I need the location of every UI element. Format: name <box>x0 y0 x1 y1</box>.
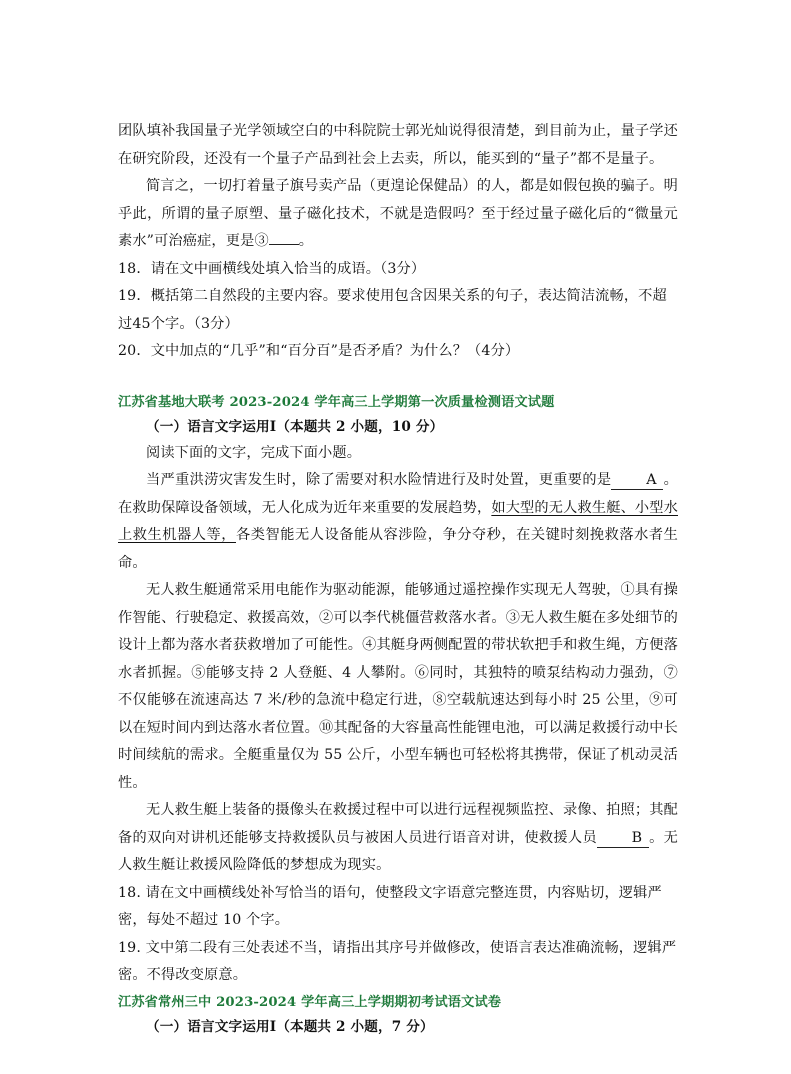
question-18-b: 18. 请在文中画横线处补写恰当的语句，使整段文字语意完整连贯，内容贴切，逻辑严密，每处不超过 10 个字。 <box>118 884 662 928</box>
paragraph-quantum-2 <box>118 173 678 256</box>
paragraph-quantum-1: 团队填补我国量子光学领域空白的中科院院士郭光灿说得很清楚，到目前为止，量子学还在研究阶段，还没有一个量子产品到社会上去卖，所以，能买到的“量子”都不是量子。 <box>118 123 678 167</box>
paragraph-text: 。 <box>298 233 314 249</box>
paragraph-text: 。在救助保障设备领域，无人化成为近年来重要的发展趋势， <box>118 472 678 516</box>
paragraph-text: 简言之，一切打着量子旗号卖产品（更遑论保健品）的人，都是如假包换的骗子。明乎此，所谓的量子原塑、量子磁化技术，不就是造假吗？至于经过量子磁化后的“微量元素水”可治癌症，更是③ <box>118 178 678 249</box>
section-gap <box>118 366 678 392</box>
paragraph-flood-3 <box>118 797 678 880</box>
underlined-phrase: 如大型的无人救生艇、小型水上救生机器人等， <box>118 499 678 543</box>
paragraph-text: 无人救生艇上装备的摄像头在救援过程中可以进行远程视频监控、录像、拍照；其配备的双向对讲机还能够支持救援队员与被困人员进行语音对讲，使救援人员 <box>118 802 678 846</box>
question-19: 19．概括第二自然段的主要内容。要求使用包含因果关系的句子，表达简洁流畅，不超过45个字。（3分） <box>118 288 667 332</box>
section-subtitle-changzhou: （一）语言文字运用Ⅰ（本题共 2 小题，7 分） <box>146 1018 434 1035</box>
answer-blank-3 <box>269 244 299 245</box>
paragraph-text: 当严重洪涝灾害发生时，除了需要对积水险情进行及时处置，更重要的是 <box>146 472 612 488</box>
document-content <box>118 118 678 1040</box>
paragraph-flood-1 <box>118 467 678 577</box>
section-title-jiangsu-jidi: 江苏省基地大联考 2023-2024 学年高三上学期第一次质量检测语文试题 <box>118 394 555 410</box>
section-title-changzhou: 江苏省常州三中 2023-2024 学年高三上学期期初考试语文试卷 <box>118 994 502 1010</box>
question-18: 18．请在文中画横线处填入恰当的成语。（3分） <box>118 260 426 277</box>
question-20: 20．文中加点的“几乎”和“百分百”是否矛盾？为什么？（4分） <box>118 343 520 359</box>
reading-instruction: 阅读下面的文字，完成下面小题。 <box>146 444 362 461</box>
answer-blank-a: A <box>611 471 663 490</box>
paragraph-text: 各类智能无人设备能从容涉险，争分夺秒，在关键时刻挽救落水者生命。 <box>118 527 678 571</box>
paragraph-text: 。无人救生艇让救援风险降低的梦想成为现实。 <box>118 829 678 873</box>
paragraph-flood-2: 无人救生艇通常采用电能作为驱动能源，能够通过遥控操作实现无人驾驶，①具有操作智能、行驶稳定、救援高效，②可以李代桃僵营救落水者。③无人救生艇在多处细节的设计上都为落水者获救增加了可能性。④其艇身两侧配置的带状软把手和救生绳，方便落水者抓握。⑤能够支持 2 人登艇、4 人攀附。⑥同时，其独特的喷泵结构动力强劲，⑦不仅能够在流速高达 7 米/秒的急流中稳定行进，⑧空载航速达到每小时 25 公里，⑨可以在短时间内到达落水者位置。⑩其配备的大容量高性能锂电池，可以满足救援行动中长时间续航的需求。全艇重量仅为 55 公斤，小型车辆也可轻松将其携带，保证了机动灵活性。 <box>118 582 678 791</box>
answer-blank-b: B <box>597 829 649 848</box>
section-subtitle: （一）语言文字运用Ⅰ（本题共 2 小题，10 分） <box>146 418 444 435</box>
question-19-b: 19. 文中第二段有三处表述不当，请指出其序号并做修改，使语言表达准确流畅，逻辑严密。不得改变原意。 <box>118 939 677 983</box>
